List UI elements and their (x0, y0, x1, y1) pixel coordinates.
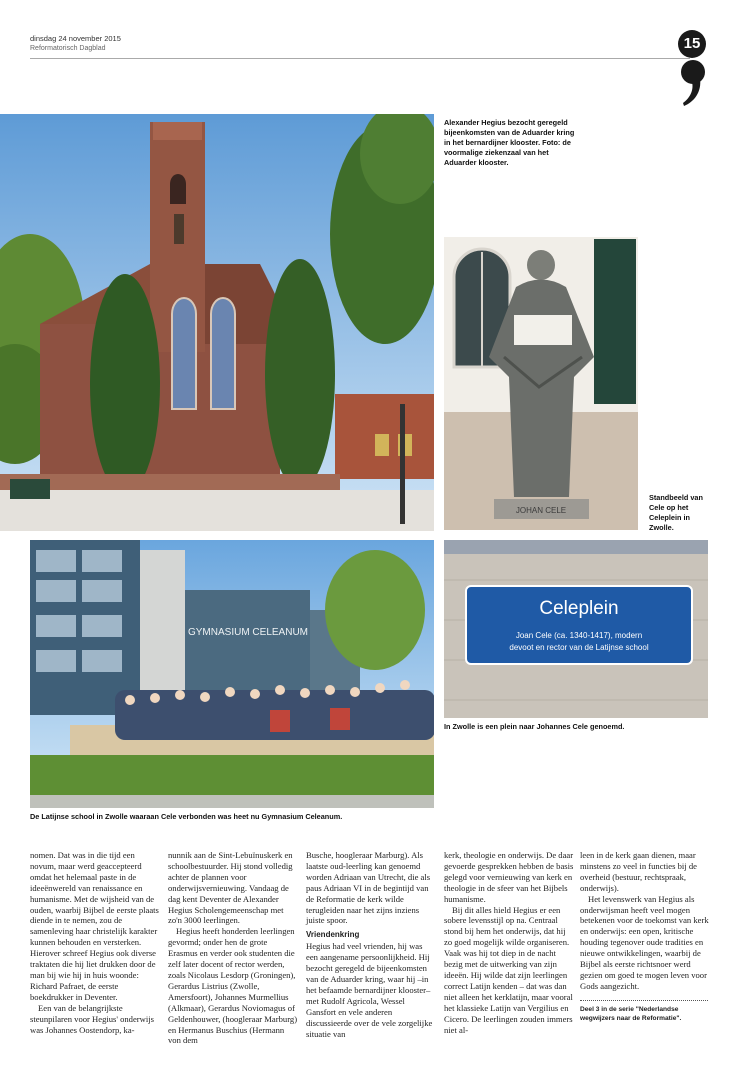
statue-plinth-text: JOHAN CELE (515, 506, 567, 515)
comma-logo-icon (678, 58, 708, 108)
article-paragraph: Hegius had veel vrienden, hij was een aangename persoonlijkheid. Hij bezocht geregeld de bijeenkomsten van de Aduarder kring, waar hij –in het befaamde bernardijner klooster– met Rudolf Agricola, Wessel Gansfort en vele anderen discussieerde over de vele zorgelijke situatie van (306, 941, 433, 1039)
sign-caption: In Zwolle is een plein naar Johannes Cele genoemd. (444, 722, 625, 731)
sign-subtitle-line1: Joan Cele (ca. 1340-1417), modern (515, 631, 643, 640)
school-caption: De Latijnse school in Zwolle waaraan Cele verbonden was heet nu Gymnasium Celeanum. (30, 812, 343, 821)
header-rule (30, 58, 690, 59)
article-column-2 (168, 850, 298, 1046)
page-number: 15 (678, 30, 706, 58)
statue-photo (444, 237, 638, 530)
article-column-3 (306, 850, 436, 1039)
building-sign-text: GYMNASIUM CELEANUM (187, 627, 309, 638)
article-paragraph: Bij dit alles hield Hegius er een sobere levensstijl op na. Centraal stond bij hem het onderwijs, dat hij zo goed mogelijk wilde organiseren. Vaak was hij tot diep in de nacht bezig met de uitwerking van zijn ideeën. Hij wilde dat zijn leerlingen correct Latijn kenden – dat was dan niet alleen het kerklatijn, maar vooral het klassieke Latijn van Vergilius en Cicero. De leerlingen zouden immers niet al- (444, 904, 573, 1035)
church-caption: Alexander Hegius bezocht geregeld bijeenkomsten van de Aduarder kring in het bernardijner klooster. Foto: de voormalige ziekenzaal van het Aduarder klooster. (444, 118, 575, 167)
sign-title: Celeplein (539, 598, 619, 619)
header-date: dinsdag 24 november 2015 (30, 34, 121, 43)
article-paragraph: Hegius heeft honderden leerlingen gevormd; onder hen de grote Erasmus en verder ook studenten die zelf later docent of rector werden, zoals Nicolaus Lesdorp (Groningen), Gerardus Listrius (Zwolle, Amersfoort), Johannes Murmellius (Alkmaar), Gerardus Noviomagus of Geldenhouwer, (hoogleraar Marburg) en Hermanus Buschius (Hermann von dem (168, 926, 298, 1046)
header-paper-name: Reformatorisch Dagblad (30, 45, 106, 52)
article-column-1 (30, 850, 160, 1035)
article-paragraph: kerk, theologie en onderwijs. De daar gevoerde gesprekken hebben de basis gelegd voor vernieuwing van kerk en theologie in de sfeer van het Bijbels humanisme. (444, 850, 574, 904)
sign-subtitle-line2: devoot en rector van de Latijnse school (509, 643, 649, 652)
article-paragraph: nunnik aan de Sint-Lebuïnuskerk en schoolbestuurder. Hij stond volledig achter de plannen voor onderwijsvernieuwing. Vandaag de dag kent Deventer de Alexander Hegius Scholengemeenschap met zo'n 3000 leerlingen. (168, 850, 293, 926)
church-photo (0, 114, 434, 531)
series-divider (580, 1000, 708, 1001)
statue-caption: Standbeeld van Cele op het Celeplein in Zwolle. (649, 493, 703, 532)
street-sign-photo (444, 540, 708, 718)
article-paragraph: Busche, hoogleraar Marburg). Als laatste oud-leerling kan genoemd worden Adriaan van Utrecht, die als paus Adriaan VI in de begintijd van de Reformatie de kerk wilde terugleiden naar het zijns inziens juiste spoor. (306, 850, 431, 926)
article-paragraph: nomen. Dat was in die tijd een novum, maar werd geaccepteerd omdat het helemaal paste in de ideeënwereld van renaissance en humanisme. Met de wijsheid van de ouden, waarbij Bijbel de eerste plaats diende in te nemen, zou de samenleving haar christelijk karakter kunnen behouden en versterken. Hierover schreef Hegius ook diverse traktaten die hij liet drukken door de man bij wie hij in huis woonde: Richard Pafraet, de eerste boekdrukker in Deventer. (30, 850, 159, 1002)
series-note: Deel 3 in de serie "Nederlandse wegwijzers naar de Reformatie". (580, 1006, 682, 1022)
article-paragraph: Een van de belangrijkste steunpilaren voor Hegius' onderwijs was Johannes Oostendorp, ka- (30, 1002, 154, 1035)
article-column-5 (580, 850, 710, 992)
article-paragraph: Het levenswerk van Hegius als onderwijsman heeft veel mogen betekenen voor de toekomst van kerk en onderwijs: een open, kritische houding tegenover oude tradities en nieuwe ontwikkelingen, waarbij de Bijbel als eerste richtsnoer werd gezien om goed te mogen leven voor Gods aangezicht. (580, 893, 709, 991)
school-photo (30, 540, 434, 808)
section-subhead: Vriendenkring (306, 930, 360, 940)
article-paragraph: leen in de kerk gaan dienen, maar minstens zo veel in functies bij de overheid (bestuur, rechtspraak, onderwijs). (580, 850, 697, 893)
article-column-4 (444, 850, 574, 1035)
